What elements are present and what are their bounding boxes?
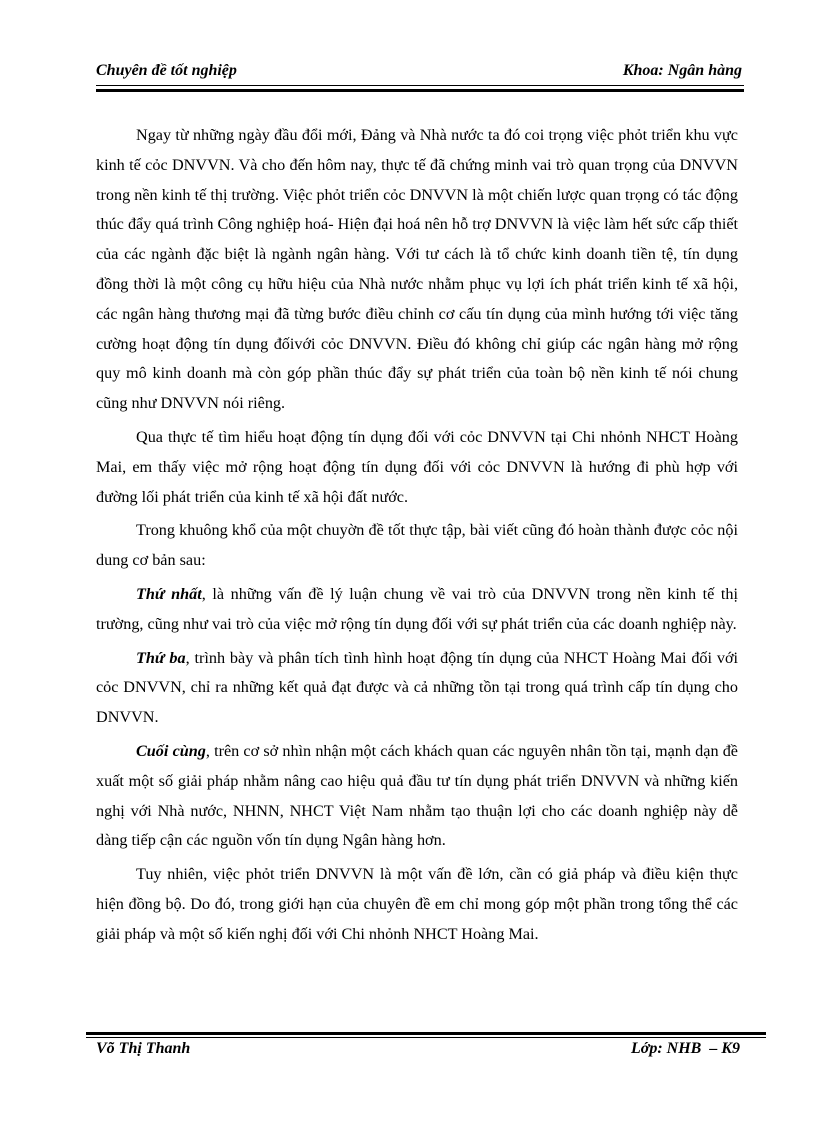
paragraph-text: , là những vấn đề lý luận chung về vai trò của DNVVN trong nền kinh tế thị trường, cũng như vai trò của việc mở rộng tín dụng đối với sự phát triển của các doanh nghiệp này. (96, 584, 739, 633)
paragraph-text: , trình bày và phân tích tình hình hoạt động tín dụng của NHCT Hoàng Mai đối với cỏc DNVVN, chỉ ra những kết quả đạt được và cả những tồn tại trong quá trình cấp tín dụng cho DNVVN. (96, 648, 738, 727)
paragraph-text: Tuy nhiên, việc phỏt triển DNVVN là một vấn đề lớn, cần có giả pháp và điều kiện thực hiện đồng bộ. Do đó, trong giới hạn của chuyên đề em chỉ mong góp một phần trong tổng thể các giải pháp và một số kiến nghị đối với Chi nhỏnh NHCT Hoàng Mai. (96, 865, 738, 943)
paragraph-third (96, 644, 738, 733)
page-header (96, 62, 742, 86)
paragraph-text: Ngay từ những ngày đầu đổi mới, Đảng và Nhà nước ta đó coi trọng việc phỏt triển khu vực kinh tế cỏc DNVVN. Và cho đến hôm nay, thực tế đã chứng minh vai trò quan trọng của DNVVN trong nền kinh tế thị trường. Việc phỏt triển cỏc DNVVN là một chiến lược quan trọng có tác động thúc đẩy quá trình Công nghiệp hoá- Hiện đại hoá nên hỗ trợ DNVVN là việc làm hết sức cấp thiết của các ngành đặc biệt là ngành ngân hàng. Với tư cách là tổ chức kinh doanh tiền tệ, tín dụng đồng thời là một công cụ hữu hiệu của Nhà nước nhằm phục vụ lợi ích phát triển kinh tế xã hội, các ngân hàng thương mại đã từng bước điều chỉnh cơ cấu tín dụng của mình hướng tới việc tăng cường hoạt động tín dụng đốivới cỏc DNVVN. Điều đó không chỉ giúp các ngân hàng mở rộng quy mô kinh doanh mà còn góp phần thúc đẩy sự phát triển của toàn bộ nền kinh tế nói chung cũng như DNVVN nói riêng. (96, 126, 738, 413)
paragraph-lead: Thứ nhất (136, 584, 202, 603)
paragraph-lead: Cuối cùng (136, 741, 206, 760)
paragraph-finally (96, 737, 738, 856)
paragraph-text: Trong khuông khổ của một chuyờn đề tốt thực tập, bài viết cũng đó hoàn thành được cỏc nội dung cơ bản sau: (96, 521, 738, 570)
header-course-title: Chuyên đề tốt nghiệp (96, 62, 237, 79)
header-faculty: Khoa: Ngân hàng (622, 62, 742, 79)
header-rule (96, 85, 744, 86)
page-footer (96, 1040, 740, 1064)
paragraph-scope (96, 516, 738, 576)
paragraph-conclusion (96, 860, 738, 949)
paragraph-intro (96, 121, 738, 419)
footer-rule-thick (86, 1032, 766, 1035)
body-text (96, 121, 738, 950)
paragraph-text: Qua thực tế tìm hiểu hoạt động tín dụng đối với cỏc DNVVN tại Chi nhỏnh NHCT Hoàng Mai, em thấy việc mở rộng hoạt động tín dụng đối với cỏc DNVVN là hướng đi phù hợp với đường lối phát triển của kinh tế xã hội đất nước. (96, 427, 738, 506)
footer-author: Võ Thị Thanh (96, 1040, 191, 1057)
paragraph-practice (96, 423, 738, 512)
paragraph-first (96, 580, 738, 640)
paragraph-text: , trên cơ sở nhìn nhận một cách khách quan các nguyên nhân tồn tại, mạnh dạn đề xuất một số giải pháp nhằm nâng cao hiệu quả đầu tư tín dụng phát triển DNVVN và những kiến nghị với Nhà nước, NHNN, NHCT Việt Nam nhằm tạo thuận lợi cho các doanh nghiệp này dễ dàng tiếp cận các nguồn vốn tín dụng Ngân hàng hơn. (96, 741, 738, 850)
paragraph-lead: Thứ ba (136, 648, 186, 667)
footer-rule (86, 1037, 766, 1038)
footer-class: Lớp: NHB – K9 (630, 1040, 740, 1057)
header-rule-thick (96, 89, 744, 92)
